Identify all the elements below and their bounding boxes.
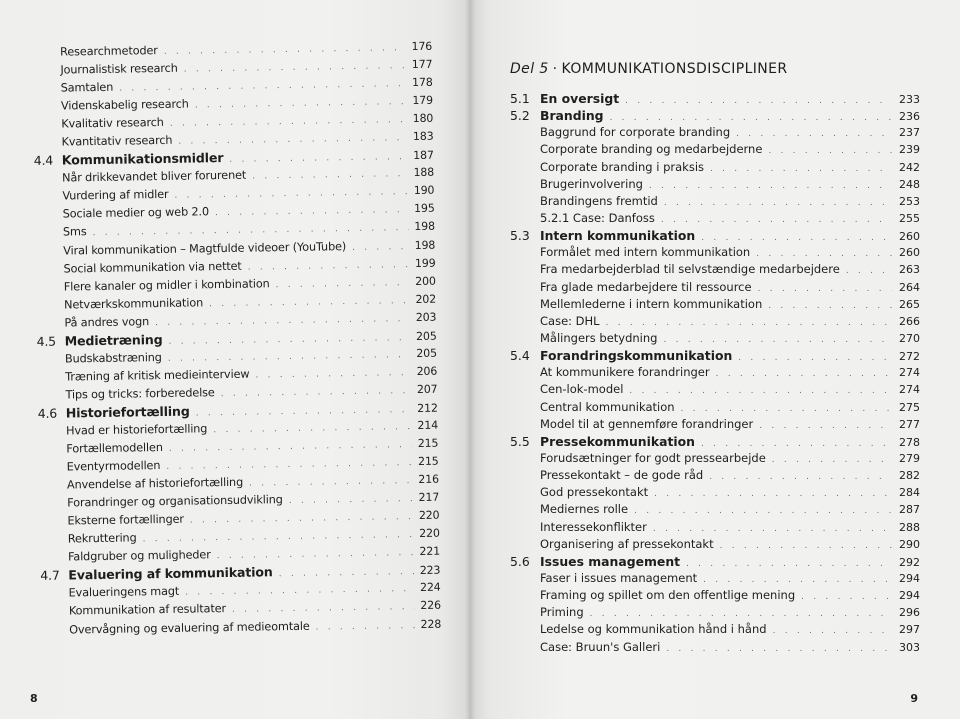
entry-page-number: 272: [899, 350, 920, 364]
toc-entry-row: [510, 141, 920, 158]
entry-title: En oversigt: [540, 91, 620, 106]
entry-title: Framing og spillet om den offentlige mening: [540, 588, 796, 603]
toc-entry-row: [510, 399, 920, 416]
entry-page-number: 287: [899, 503, 920, 517]
dot-leader: [703, 469, 892, 486]
entry-title: Mellemlederne i intern kommunikation: [540, 296, 763, 311]
dot-leader: [643, 178, 892, 195]
entry-page-number: 294: [899, 589, 920, 603]
dot-leader: [732, 350, 892, 367]
entry-page-number: 179: [412, 93, 434, 108]
dot-leader: [767, 623, 892, 640]
entry-page-number: 263: [899, 263, 920, 277]
entry-title: Viral kommunikation – Magtfulde videoer (YouTube): [63, 239, 347, 258]
toc-entry-row: [510, 296, 920, 313]
entry-page-number: 282: [899, 469, 920, 483]
entry-title: Pressekommunikation: [540, 433, 695, 449]
entry-title: Træning af kritisk medieinterview: [65, 367, 250, 384]
entry-page-number: 220: [418, 508, 440, 523]
part-label: Del 5: [510, 61, 549, 77]
entry-title: På andres vogn: [64, 314, 150, 330]
entry-page-number: 207: [416, 382, 438, 396]
part-heading: [510, 60, 920, 90]
dot-leader: [346, 238, 409, 257]
entry-title: Kvantitativ research: [61, 134, 173, 149]
entry-page-number: 202: [415, 292, 437, 306]
section-number: 4.6: [37, 405, 58, 421]
entry-title: Ledelse og kommunikation hånd i hånd: [540, 622, 767, 637]
entry-page-number: 265: [899, 297, 920, 311]
entry-title: Branding: [540, 108, 604, 124]
entry-title: Kommunikationsmidler: [61, 150, 224, 168]
toc-entry-row: [510, 313, 920, 330]
section-number: 4.5: [36, 333, 57, 349]
entry-page-number: 221: [419, 544, 441, 559]
entry-title: Social kommunikation via nettet: [63, 259, 242, 276]
entry-title: Faldgruber og muligheder: [67, 548, 211, 564]
dot-leader: [753, 418, 892, 435]
dot-leader: [714, 538, 892, 555]
entry-page-number: 275: [899, 400, 920, 414]
entry-page-number: 237: [899, 126, 920, 140]
entry-title: Pressekontakt – de gode råd: [540, 468, 704, 483]
toc-entry-row: [510, 159, 920, 176]
toc-section-row: [510, 107, 920, 124]
entry-title: Evalueringens magt: [68, 585, 180, 600]
toc-section-row: [510, 347, 920, 364]
dot-leader: [762, 143, 892, 160]
entry-title: Forudsætninger for godt pressearbejde: [540, 450, 766, 465]
entry-title: Vurdering af midler: [62, 188, 169, 203]
part-separator: ·: [552, 61, 558, 77]
entry-title: Eventyrmodellen: [66, 459, 161, 474]
toc-entry-row: [510, 176, 920, 193]
entry-title: At kommunikere forandringer: [540, 365, 710, 380]
entry-title: Mediernes rolle: [540, 502, 629, 517]
table-of-contents-right: [510, 60, 920, 656]
entry-title: Forandringskommunikation: [540, 348, 733, 364]
entry-title: Faser i issues management: [540, 570, 698, 585]
dot-leader: [215, 382, 412, 403]
entry-title: Baggrund for corporate branding: [540, 125, 731, 140]
toc-entry-row: [510, 244, 920, 261]
entry-title: 5.2.1 Case: Danfoss: [540, 210, 655, 225]
entry-title: Samtalen: [60, 80, 114, 95]
entry-page-number: 279: [899, 451, 920, 465]
toc-entry-row: [510, 587, 920, 604]
entry-page-number: 264: [899, 280, 920, 294]
entry-title: Kommunikation af resultater: [68, 602, 227, 618]
toc-entry-row: [510, 124, 920, 141]
toc-entry-row: [510, 261, 920, 278]
entry-title: Fortællemodellen: [66, 441, 163, 456]
table-of-contents-left: [32, 38, 441, 640]
dot-leader: [619, 93, 892, 110]
entry-page-number: 224: [419, 581, 441, 595]
toc-entry-row: [510, 450, 920, 467]
entry-page-number: 294: [899, 571, 920, 585]
section-number: 5.3: [510, 228, 530, 244]
section-number: 5.4: [510, 348, 530, 364]
entry-page-number: 228: [420, 617, 442, 631]
entry-title: Sms: [62, 225, 87, 240]
toc-section-row: [510, 433, 920, 450]
right-page: [470, 0, 960, 719]
entry-title: Intern kommunikation: [540, 228, 696, 244]
toc-right-list: [510, 90, 920, 656]
dot-leader: [752, 281, 892, 298]
entry-page-number: 242: [899, 160, 920, 174]
entry-page-number: 206: [416, 364, 438, 378]
toc-entry-row: [510, 330, 920, 347]
toc-entry-row: [510, 364, 920, 381]
entry-page-number: 248: [899, 177, 920, 191]
entry-title: Overvågning og evaluering af medieomtale: [69, 619, 310, 636]
toc-section-row: [510, 227, 920, 244]
entry-page-number: 190: [413, 184, 435, 198]
entry-title: God pressekontakt: [540, 485, 649, 500]
entry-page-number: 177: [411, 57, 433, 72]
section-number: 5.6: [510, 553, 530, 569]
entry-page-number: 216: [418, 472, 439, 487]
entry-title: Formålet med intern kommunikation: [540, 245, 751, 260]
entry-page-number: 290: [899, 537, 920, 551]
entry-page-number: 199: [414, 256, 436, 270]
entry-page-number: 176: [411, 39, 433, 54]
entry-page-number: 214: [417, 418, 439, 432]
entry-page-number: 203: [415, 310, 437, 324]
entry-page-number: 215: [417, 454, 439, 469]
part-title: KOMMUNIKATIONSDISCIPLINER: [561, 61, 788, 77]
toc-entry-row: [510, 467, 920, 484]
dot-leader: [710, 366, 892, 383]
entry-page-number: 220: [419, 526, 440, 541]
toc-entry-row: [510, 416, 920, 433]
dot-leader: [628, 503, 892, 520]
toc-entry-row: [510, 279, 920, 296]
toc-entry-row: [510, 210, 920, 227]
entry-page-number: 233: [899, 93, 920, 106]
entry-page-number: 195: [413, 202, 435, 216]
entry-title: Hvad er historiefortælling: [65, 422, 208, 438]
entry-title: Journalistisk research: [60, 61, 178, 77]
entry-page-number: 303: [899, 640, 920, 654]
entry-title: Netværkskommunikation: [63, 296, 204, 312]
entry-page-number: 260: [899, 230, 920, 244]
left-page: [0, 0, 470, 719]
dot-leader: [795, 589, 892, 606]
dot-leader: [269, 274, 409, 294]
entry-title: Sociale medier og web 2.0: [62, 205, 210, 221]
entry-title: Medietræning: [64, 331, 163, 349]
entry-page-number: 178: [412, 75, 433, 90]
entry-page-number: 260: [899, 246, 920, 260]
entry-title: Case: Bruun's Galleri: [540, 639, 661, 654]
entry-page-number: 183: [412, 129, 434, 144]
entry-title: Fra medarbejderblad til selvstændige medarbejdere: [540, 262, 840, 277]
dot-leader: [283, 490, 414, 510]
toc-section-row: [510, 553, 920, 570]
entry-page-number: 205: [415, 329, 437, 343]
toc-entry-row: [510, 604, 920, 621]
entry-title: Issues management: [540, 553, 681, 569]
entry-title: Priming: [540, 605, 584, 620]
dot-leader: [704, 161, 892, 178]
toc-entry-row: [510, 381, 920, 398]
entry-page-number: 223: [419, 564, 441, 578]
entry-page-number: 284: [899, 486, 920, 500]
dot-leader: [658, 195, 892, 212]
entry-page-number: 188: [413, 166, 435, 180]
entry-title: Brandingens fremtid: [540, 193, 658, 208]
entry-page-number: 180: [412, 111, 434, 126]
entry-page-number: 200: [415, 274, 436, 288]
entry-page-number: 215: [417, 436, 439, 451]
entry-title: Kvalitativ research: [61, 116, 164, 131]
entry-title: Evaluering af kommunikation: [68, 564, 273, 583]
entry-page-number: 217: [418, 490, 440, 505]
entry-title: Researchmetoder: [60, 44, 158, 59]
entry-title: Videnskabelig research: [60, 97, 189, 113]
section-number: 5.2: [510, 108, 530, 124]
entry-page-number: 205: [416, 346, 438, 360]
page-number-right: 9: [910, 692, 918, 705]
entry-page-number: 292: [899, 555, 920, 569]
entry-page-number: 274: [899, 366, 920, 380]
section-number: 5.1: [510, 91, 530, 106]
section-number: 4.7: [40, 567, 60, 584]
dot-leader: [660, 641, 892, 658]
entry-page-number: 253: [899, 194, 920, 208]
toc-entry-row: [510, 536, 920, 553]
entry-page-number: 226: [420, 599, 441, 613]
entry-page-number: 296: [899, 606, 920, 620]
entry-page-number: 297: [899, 623, 920, 637]
entry-page-number: 288: [899, 520, 920, 534]
dot-leader: [309, 617, 415, 637]
entry-title: Cen-lok-model: [540, 382, 624, 397]
toc-entry-row: [510, 621, 920, 638]
entry-page-number: 255: [899, 211, 920, 225]
toc-entry-row: [510, 484, 920, 501]
entry-title: Målingers betydning: [540, 330, 658, 345]
entry-page-number: 236: [899, 110, 920, 124]
toc-section-row: [510, 90, 920, 107]
entry-title: Interessekonflikter: [540, 519, 647, 534]
entry-page-number: 212: [417, 401, 438, 415]
section-number: 4.4: [33, 152, 54, 169]
toc-entry-row: [510, 570, 920, 587]
entry-title: Tips og tricks: forberedelse: [65, 386, 215, 402]
entry-title: Case: DHL: [540, 313, 600, 328]
entry-title: Historiefortælling: [65, 403, 190, 421]
dot-leader: [840, 263, 892, 280]
entry-page-number: 274: [899, 383, 920, 397]
entry-title: Central kommunikation: [540, 399, 675, 414]
entry-title: Fra glade medarbejdere til ressource: [540, 279, 752, 294]
dot-leader: [766, 452, 892, 469]
dot-leader: [680, 556, 892, 573]
entry-page-number: 277: [899, 417, 920, 431]
entry-title: Flere kanaler og midler i kombination: [63, 276, 270, 294]
toc-entry-row: [510, 519, 920, 536]
entry-title: Eksterne fortællinger: [67, 512, 184, 528]
dot-leader: [211, 544, 415, 565]
page-number-left: 8: [30, 692, 38, 705]
entry-title: Når drikkevandet bliver forurenet: [62, 168, 247, 185]
toc-entry-row: [510, 193, 920, 210]
entry-title: Anvendelse af historiefortælling: [66, 475, 244, 492]
entry-title: Corporate branding og medarbejderne: [540, 142, 763, 157]
entry-page-number: 198: [414, 220, 436, 234]
dot-leader: [172, 129, 407, 151]
dot-leader: [648, 486, 892, 503]
entry-title: Brugerinvolvering: [540, 176, 643, 191]
entry-title: Organisering af pressekontakt: [540, 536, 714, 551]
entry-title: Model til at gennemføre forandringer: [540, 416, 754, 431]
entry-title: Forandringer og organisationsudvikling: [67, 493, 283, 510]
toc-entry-row: [510, 501, 920, 518]
section-number: 5.5: [510, 433, 530, 449]
entry-page-number: 187: [413, 148, 434, 163]
entry-page-number: 198: [414, 238, 436, 252]
dot-leader: [762, 298, 892, 315]
entry-title: Corporate branding i praksis: [540, 159, 705, 174]
entry-page-number: 266: [899, 314, 920, 328]
entry-page-number: 278: [899, 435, 920, 449]
book-gutter: [465, 0, 475, 719]
entry-title: Budskabstræning: [64, 350, 162, 366]
toc-entry-row: [510, 639, 920, 656]
entry-page-number: 270: [899, 331, 920, 345]
entry-page-number: 239: [899, 143, 920, 157]
entry-title: Rekruttering: [67, 531, 137, 546]
